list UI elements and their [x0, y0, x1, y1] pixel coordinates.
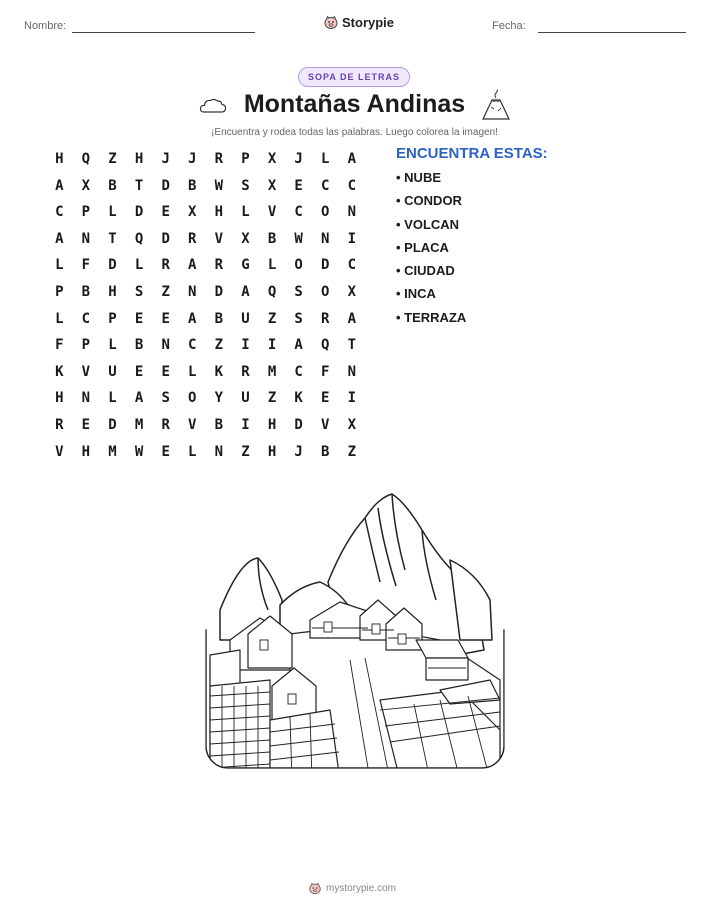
grid-letter[interactable]: C — [347, 257, 357, 274]
grid-letter[interactable]: X — [267, 151, 277, 167]
grid-letter[interactable]: B — [214, 416, 224, 433]
grid-letter[interactable]: X — [241, 230, 250, 247]
grid-letter[interactable]: T — [108, 230, 117, 247]
grid-letter[interactable]: O — [188, 390, 197, 407]
grid-letter[interactable]: N — [161, 337, 170, 354]
grid-letter[interactable]: J — [161, 151, 170, 167]
grid-letter[interactable]: P — [108, 310, 117, 327]
grid-letter[interactable]: K — [214, 363, 224, 380]
grid-letter[interactable]: F — [81, 257, 91, 274]
grid-letter[interactable]: O — [321, 283, 330, 300]
grid-letter[interactable]: I — [347, 230, 357, 247]
grid-letter[interactable]: N — [321, 230, 330, 247]
grid-letter[interactable]: R — [55, 416, 64, 433]
grid-letter[interactable]: N — [81, 230, 91, 247]
grid-letter[interactable]: S — [294, 283, 303, 300]
grid-letter[interactable]: H — [55, 390, 64, 407]
grid-row — [46, 332, 365, 359]
grid-letter[interactable]: L — [321, 151, 330, 167]
name-label: Nombre: — [24, 20, 67, 32]
grid-letter[interactable]: E — [161, 363, 170, 380]
grid-letter[interactable]: D — [108, 416, 117, 433]
grid-letter[interactable]: J — [294, 443, 303, 460]
word-item: • INCA — [396, 286, 466, 309]
grid-row — [46, 226, 365, 253]
activity-badge: SOPA DE LETRAS — [298, 67, 410, 87]
word-item: • TERRAZA — [396, 310, 466, 333]
grid-letter[interactable]: H — [108, 283, 117, 300]
volcano-icon — [481, 89, 511, 121]
grid-letter[interactable]: D — [214, 283, 224, 300]
grid-letter[interactable]: D — [321, 257, 330, 274]
grid-letter[interactable]: R — [214, 257, 224, 274]
grid-letter[interactable]: S — [294, 310, 303, 327]
grid-letter[interactable]: E — [161, 204, 170, 221]
grid-letter[interactable]: E — [321, 390, 330, 407]
grid-letter[interactable]: R — [214, 151, 224, 167]
grid-letter[interactable]: O — [294, 257, 303, 274]
grid-row — [46, 146, 365, 173]
grid-letter[interactable]: H — [81, 443, 91, 460]
brand-name: Storypie — [342, 14, 395, 30]
grid-letter[interactable]: E — [81, 416, 91, 433]
pig-mascot-icon — [308, 881, 322, 895]
grid-letter[interactable]: U — [241, 310, 250, 327]
grid-letter[interactable]: B — [267, 230, 277, 247]
grid-letter[interactable]: E — [134, 363, 144, 380]
grid-letter[interactable]: J — [188, 151, 197, 167]
brand-logo — [323, 14, 394, 30]
grid-letter[interactable]: P — [81, 337, 91, 354]
grid-letter[interactable]: E — [134, 310, 144, 327]
grid-letter[interactable]: T — [347, 337, 357, 354]
grid-letter[interactable]: H — [55, 151, 64, 167]
instructions: ¡Encuentra y rodea todas las palabras. Luego colorea la imagen! — [211, 127, 498, 138]
grid-letter[interactable]: S — [161, 390, 170, 407]
grid-letter[interactable]: B — [134, 337, 144, 354]
grid-letter[interactable]: I — [241, 337, 250, 354]
grid-letter[interactable]: U — [108, 363, 117, 380]
grid-letter[interactable]: Z — [347, 443, 357, 460]
grid-letter[interactable]: S — [241, 177, 250, 194]
grid-letter[interactable]: L — [188, 443, 197, 460]
grid-letter[interactable]: L — [134, 257, 144, 274]
pig-mascot-icon — [323, 14, 339, 30]
grid-letter[interactable]: R — [188, 230, 197, 247]
grid-letter[interactable]: R — [161, 257, 170, 274]
grid-letter[interactable]: N — [81, 390, 91, 407]
grid-letter[interactable]: V — [321, 416, 330, 433]
grid-letter[interactable]: I — [347, 390, 357, 407]
grid-letter[interactable]: L — [108, 204, 117, 221]
word-item: • PLACA — [396, 240, 466, 263]
grid-letter[interactable]: F — [55, 337, 64, 354]
grid-letter[interactable]: A — [188, 257, 197, 274]
grid-letter[interactable]: A — [294, 337, 303, 354]
grid-row — [46, 173, 365, 200]
grid-letter[interactable]: A — [241, 283, 250, 300]
grid-letter[interactable]: S — [134, 283, 144, 300]
grid-letter[interactable]: H — [267, 443, 277, 460]
date-label: Fecha: — [492, 20, 526, 32]
grid-letter[interactable]: X — [188, 204, 197, 221]
grid-letter[interactable]: C — [321, 177, 330, 194]
grid-letter[interactable]: Z — [267, 390, 277, 407]
word-item: • VOLCAN — [396, 217, 466, 240]
grid-letter[interactable]: P — [55, 283, 64, 300]
grid-letter[interactable]: L — [241, 204, 250, 221]
grid-letter[interactable]: Q — [267, 283, 277, 300]
grid-letter[interactable]: T — [134, 177, 144, 194]
grid-letter[interactable]: V — [55, 443, 64, 460]
grid-letter[interactable]: B — [214, 310, 224, 327]
date-line[interactable] — [538, 32, 686, 33]
grid-letter[interactable]: Z — [214, 337, 224, 354]
grid-letter[interactable]: R — [321, 310, 330, 327]
grid-letter[interactable]: V — [267, 204, 277, 221]
grid-letter[interactable]: G — [241, 257, 250, 274]
grid-row — [46, 385, 365, 412]
grid-letter[interactable]: Q — [134, 230, 144, 247]
grid-letter[interactable]: H — [134, 151, 144, 167]
grid-letter[interactable]: W — [214, 177, 224, 194]
grid-letter[interactable]: R — [241, 363, 250, 380]
grid-letter[interactable]: X — [267, 177, 277, 194]
page-title: Montañas Andinas — [243, 90, 466, 118]
grid-letter[interactable]: E — [294, 177, 303, 194]
grid-letter[interactable]: B — [321, 443, 330, 460]
grid-letter[interactable]: K — [294, 390, 303, 407]
machu-picchu-illustration[interactable] — [200, 490, 510, 775]
grid-row — [46, 412, 365, 439]
grid-letter[interactable]: Y — [214, 390, 224, 407]
grid-letter[interactable]: E — [161, 310, 170, 327]
grid-row — [46, 279, 365, 306]
grid-letter[interactable]: A — [55, 177, 64, 194]
grid-letter[interactable]: V — [81, 363, 91, 380]
grid-letter[interactable]: Z — [241, 443, 250, 460]
word-item: • CONDOR — [396, 193, 466, 216]
grid-letter[interactable]: C — [81, 310, 91, 327]
grid-letter[interactable]: I — [241, 416, 250, 433]
grid-letter[interactable]: C — [347, 177, 357, 194]
footer — [308, 881, 396, 895]
grid-letter[interactable]: L — [108, 337, 117, 354]
word-item: • NUBE — [396, 170, 466, 193]
grid-letter[interactable]: D — [134, 204, 144, 221]
grid-letter[interactable]: H — [214, 204, 224, 221]
grid-letter[interactable]: C — [294, 204, 303, 221]
grid-letter[interactable]: W — [294, 230, 303, 247]
footer-url[interactable]: mystorypie.com — [326, 882, 397, 894]
grid-letter[interactable]: M — [267, 363, 277, 380]
grid-letter[interactable]: B — [81, 283, 91, 300]
grid-letter[interactable]: A — [55, 230, 64, 247]
grid-letter[interactable]: B — [108, 177, 117, 194]
grid-letter[interactable]: M — [108, 443, 117, 460]
grid-letter[interactable]: H — [267, 416, 277, 433]
grid-letter[interactable]: D — [161, 230, 170, 247]
grid-letter[interactable]: L — [267, 257, 277, 274]
grid-letter[interactable]: P — [81, 204, 91, 221]
grid-letter[interactable]: N — [347, 204, 357, 221]
grid-letter[interactable]: R — [161, 416, 170, 433]
grid-letter[interactable]: N — [188, 283, 197, 300]
grid-letter[interactable]: A — [188, 310, 197, 327]
grid-row — [46, 199, 365, 226]
grid-row — [46, 306, 365, 333]
grid-letter[interactable]: X — [347, 416, 357, 433]
grid-row — [46, 439, 365, 466]
grid-letter[interactable]: L — [108, 390, 117, 407]
word-search-grid[interactable] — [46, 146, 365, 465]
grid-letter[interactable]: J — [294, 151, 303, 167]
grid-letter[interactable]: M — [134, 416, 144, 433]
grid-letter[interactable]: V — [214, 230, 224, 247]
grid-letter[interactable]: L — [188, 363, 197, 380]
grid-letter[interactable]: C — [55, 204, 64, 221]
grid-letter[interactable]: A — [347, 310, 357, 327]
grid-letter[interactable]: X — [347, 283, 357, 300]
grid-letter[interactable]: F — [321, 363, 330, 380]
grid-letter[interactable]: C — [188, 337, 197, 354]
grid-letter[interactable]: Z — [267, 310, 277, 327]
name-line[interactable] — [72, 32, 255, 33]
grid-letter[interactable]: E — [161, 443, 170, 460]
grid-row — [46, 359, 365, 386]
grid-letter[interactable]: L — [55, 257, 64, 274]
word-item: • CIUDAD — [396, 263, 466, 286]
grid-letter[interactable]: I — [267, 337, 277, 354]
word-list — [396, 170, 466, 333]
word-list-heading: ENCUENTRA ESTAS: — [396, 145, 548, 162]
grid-letter[interactable]: D — [161, 177, 170, 194]
grid-letter[interactable]: V — [188, 416, 197, 433]
grid-letter[interactable]: D — [294, 416, 303, 433]
grid-letter[interactable]: U — [241, 390, 250, 407]
grid-letter[interactable]: N — [214, 443, 224, 460]
grid-letter[interactable]: D — [108, 257, 117, 274]
grid-letter[interactable]: A — [347, 151, 357, 167]
grid-letter[interactable]: Z — [161, 283, 170, 300]
grid-letter[interactable]: A — [134, 390, 144, 407]
grid-letter[interactable]: P — [241, 151, 250, 167]
grid-letter[interactable]: B — [188, 177, 197, 194]
grid-letter[interactable]: Q — [81, 151, 91, 167]
grid-letter[interactable]: C — [294, 363, 303, 380]
grid-letter[interactable]: Q — [321, 337, 330, 354]
grid-letter[interactable]: Z — [108, 151, 117, 167]
grid-row — [46, 252, 365, 279]
grid-letter[interactable]: W — [134, 443, 144, 460]
grid-letter[interactable]: N — [347, 363, 357, 380]
grid-letter[interactable]: X — [81, 177, 91, 194]
grid-letter[interactable]: L — [55, 310, 64, 327]
grid-letter[interactable]: O — [321, 204, 330, 221]
grid-letter[interactable]: K — [55, 363, 64, 380]
